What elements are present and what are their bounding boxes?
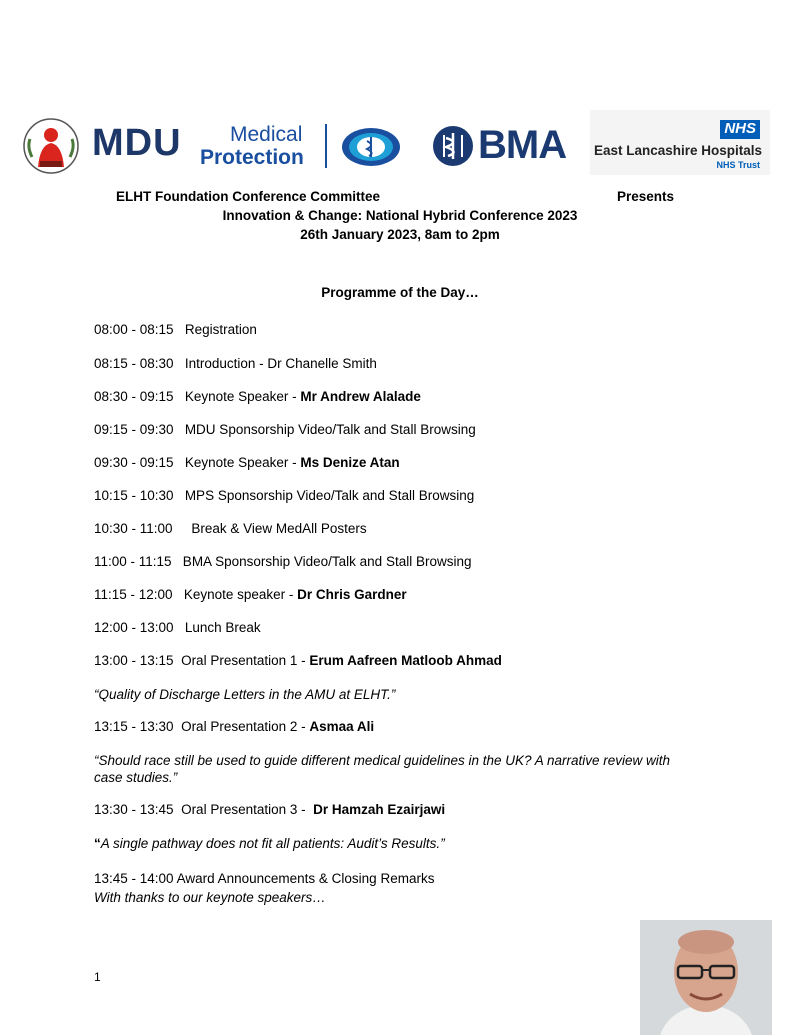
nhs-badge: NHS xyxy=(720,120,760,139)
nhs-trust-label: NHS Trust xyxy=(716,160,760,170)
bma-logo-text: BMA xyxy=(478,123,567,167)
speaker-name: Asmaa Ali xyxy=(309,719,375,734)
page-number: 1 xyxy=(94,970,101,984)
mp-logo-line2: Protection xyxy=(200,146,304,169)
bma-logo xyxy=(432,124,577,168)
speaker-photo xyxy=(640,920,772,1035)
presentation-title-3: “A single pathway does not fit all patients: Audit’s Results.” xyxy=(94,836,445,851)
presentation-title-2: “Should race still be used to guide different medical guidelines in the UK? A narrative review with case studies.” xyxy=(94,753,671,785)
programme-item: 10:15 - 10:30 MPS Sponsorship Video/Talk and Stall Browsing xyxy=(94,488,475,503)
nhs-trust-logo xyxy=(590,110,770,175)
nhs-trust-name: East Lancashire Hospitals xyxy=(594,143,763,158)
programme-item: 08:15 - 08:30 Introduction - Dr Chanelle Smith xyxy=(94,356,377,371)
programme-item: 08:30 - 09:15 Keynote Speaker - Mr Andrew Alalade xyxy=(94,389,421,404)
bma-emblem-icon xyxy=(432,125,474,167)
mp-logo-divider xyxy=(325,124,327,168)
quote-open-mark: “ xyxy=(94,836,101,851)
programme-item: 11:15 - 12:00 Keynote speaker - Dr Chris Gardner xyxy=(94,587,407,602)
speaker-name: Mr Andrew Alalade xyxy=(300,389,421,404)
closing-item: 13:45 - 14:00 Award Announcements & Closing Remarks xyxy=(94,871,435,886)
mp-logo-line1: Medical xyxy=(230,123,303,146)
programme-item: 08:00 - 08:15 Registration xyxy=(94,322,257,337)
programme-item: 09:15 - 09:30 MDU Sponsorship Video/Talk and Stall Browsing xyxy=(94,422,476,437)
globe-icon xyxy=(341,127,401,167)
programme-item: 13:30 - 13:45 Oral Presentation 3 - Dr Hamzah Ezairjawi xyxy=(94,802,446,817)
programme-item: 09:30 - 09:15 Keynote Speaker - Ms Denize Atan xyxy=(94,455,400,470)
thanks-line: With thanks to our keynote speakers… xyxy=(94,890,326,905)
committee-name: ELHT Foundation Conference Committee xyxy=(116,189,381,204)
presents-label: Presents xyxy=(617,189,675,204)
programme-item: 13:00 - 13:15 Oral Presentation 1 - Erum Aafreen Matloob Ahmad xyxy=(94,653,502,668)
mdu-logo: MDU xyxy=(92,122,182,164)
medical-protection-logo xyxy=(200,124,400,170)
programme-heading: Programme of the Day… xyxy=(321,285,479,300)
conference-title: Innovation & Change: National Hybrid Conference 2023 xyxy=(222,208,578,223)
programme-item: 10:30 - 11:00 Break & View MedAll Posters xyxy=(94,521,367,536)
presentation-title-1: “Quality of Discharge Letters in the AMU at ELHT.” xyxy=(94,687,396,702)
speaker-name: Erum Aafreen Matloob Ahmad xyxy=(309,653,502,668)
programme-item: 11:00 - 11:15 BMA Sponsorship Video/Talk and Stall Browsing xyxy=(94,554,472,569)
speaker-name: Dr Chris Gardner xyxy=(297,587,407,602)
conference-date: 26th January 2023, 8am to 2pm xyxy=(300,227,500,242)
programme-item: 13:15 - 13:30 Oral Presentation 2 - Asmaa Ali xyxy=(94,719,375,734)
speaker-name: Dr Hamzah Ezairjawi xyxy=(313,802,446,817)
programme-item: 12:00 - 13:00 Lunch Break xyxy=(94,620,261,635)
mdu-crest-logo xyxy=(22,117,80,175)
speaker-name: Ms Denize Atan xyxy=(300,455,400,470)
